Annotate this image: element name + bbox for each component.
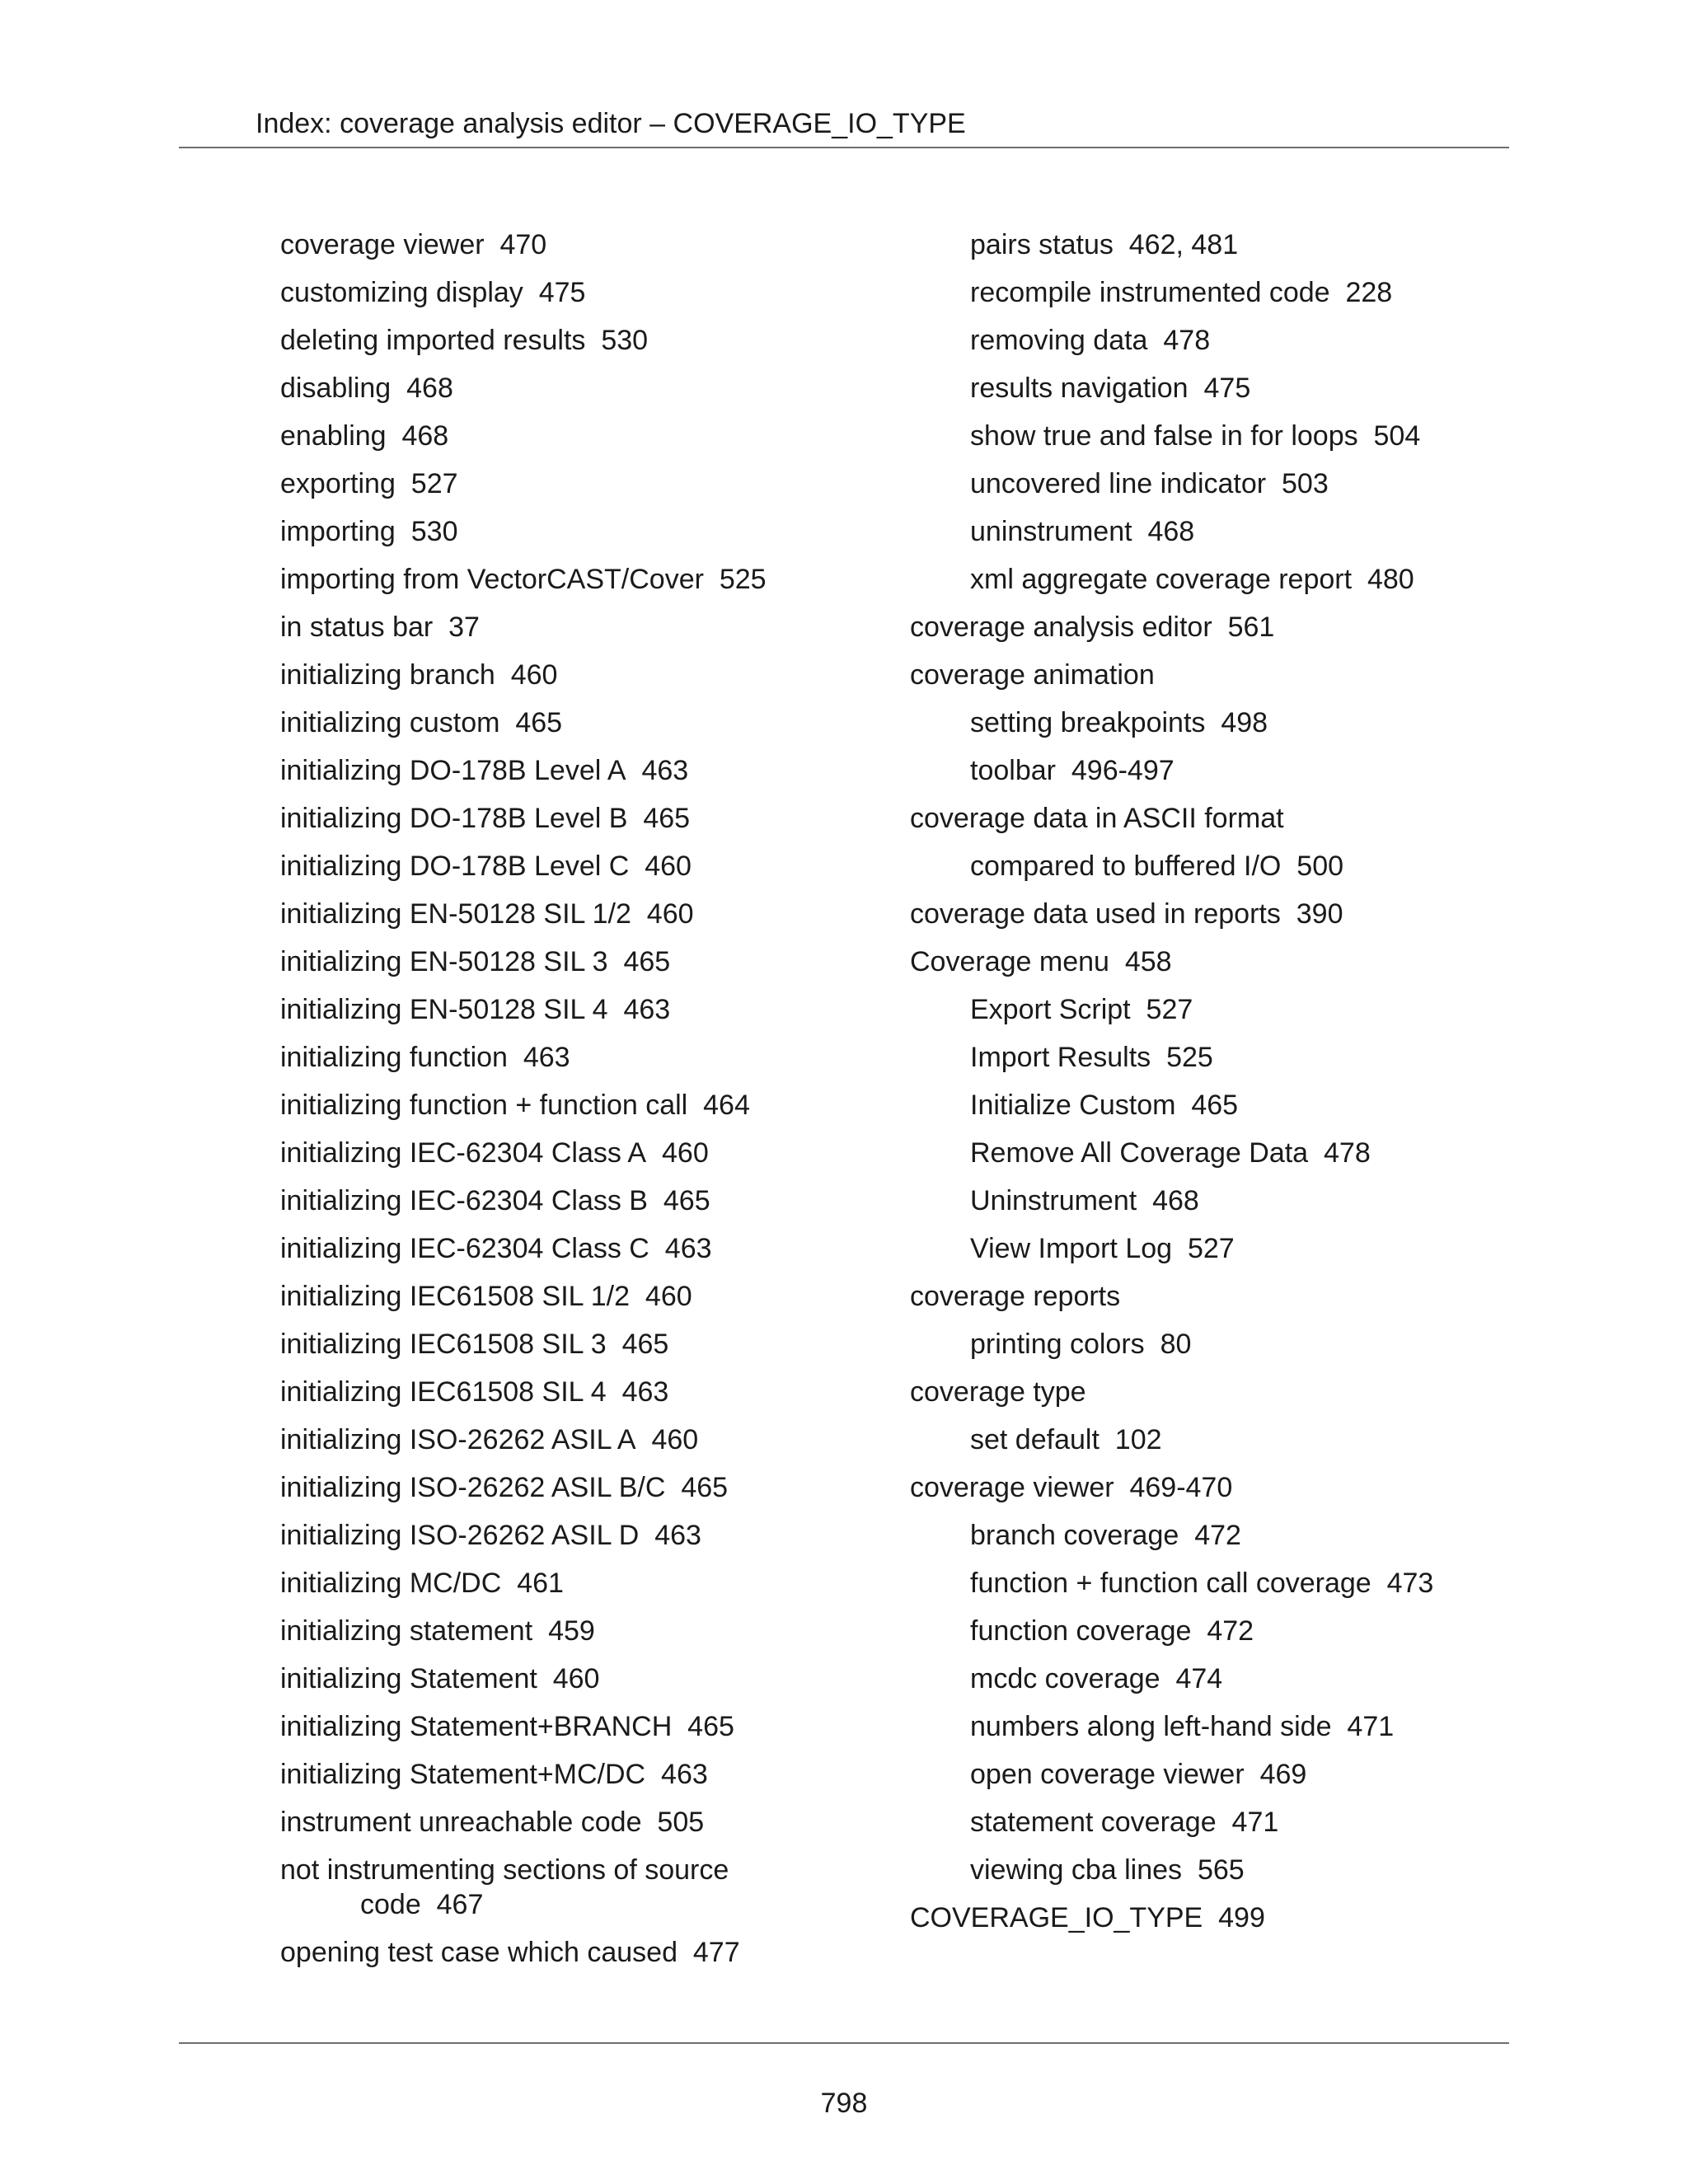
page-reference: 474 [1175, 1663, 1223, 1694]
index-subentry [910, 1081, 1536, 1129]
index-term: COVERAGE_IO_TYPE [910, 1902, 1203, 1933]
index-column-right [910, 221, 1536, 1942]
index-entry [280, 364, 857, 412]
index-term: Initialize Custom [970, 1090, 1176, 1121]
page-reference: 468 [1147, 516, 1195, 547]
page-reference: 465 [623, 946, 671, 977]
index-term: coverage data used in reports [910, 898, 1281, 930]
index-term: initializing DO-178B Level B [280, 803, 628, 834]
index-term: initializing MC/DC [280, 1568, 502, 1599]
page-reference: 468 [406, 373, 453, 404]
index-entry [280, 1655, 857, 1703]
index-term: xml aggregate coverage report [970, 564, 1353, 595]
page-reference: 478 [1324, 1137, 1371, 1169]
index-term: coverage reports [910, 1281, 1121, 1312]
page-reference: 37 [448, 612, 480, 643]
index-term: in status bar [280, 612, 434, 643]
index-entry [910, 794, 1536, 842]
page-reference: 527 [1146, 994, 1193, 1025]
index-term: Coverage menu [910, 946, 1109, 977]
index-subentry [910, 1129, 1536, 1177]
index-entry [280, 842, 857, 890]
index-term: initializing EN-50128 SIL 1/2 [280, 898, 631, 930]
page-reference: 467 [436, 1889, 484, 1920]
index-subentry [910, 508, 1536, 555]
index-term: coverage data in ASCII format [910, 803, 1284, 834]
page-reference: 561 [1227, 612, 1275, 643]
index-term: statement coverage [970, 1807, 1217, 1838]
page-reference: 527 [1187, 1233, 1235, 1264]
page-reference: 465 [663, 1185, 710, 1216]
index-term: initializing Statement [280, 1663, 537, 1694]
index-term: initializing function [280, 1042, 508, 1073]
index-subentry [910, 1511, 1536, 1559]
index-term: coverage type [910, 1376, 1086, 1408]
index-term: coverage analysis editor [910, 612, 1212, 643]
index-term: enabling [280, 420, 387, 452]
index-entry [280, 651, 857, 699]
index-term-continuation: code [360, 1889, 421, 1920]
index-term: results navigation [970, 373, 1189, 404]
index-entry [910, 1894, 1536, 1942]
index-term: uninstrument [970, 516, 1132, 547]
footer-rule [179, 2042, 1509, 2044]
index-term: View Import Log [970, 1233, 1173, 1264]
index-term: initializing ISO-26262 ASIL A [280, 1424, 636, 1455]
page-reference: 460 [552, 1663, 600, 1694]
index-entry [910, 1272, 1536, 1320]
index-term: initializing Statement+BRANCH [280, 1711, 673, 1742]
page-reference: 460 [651, 1424, 699, 1455]
index-term: initializing EN-50128 SIL 4 [280, 994, 608, 1025]
index-term: printing colors [970, 1329, 1145, 1360]
index-entry [910, 603, 1536, 651]
index-term: initializing IEC-62304 Class A [280, 1137, 647, 1169]
page-reference: 530 [601, 325, 649, 356]
page-reference: 463 [664, 1233, 712, 1264]
running-header: Index: coverage analysis editor – COVERAGE_IO_TYPE [256, 108, 966, 139]
page-reference: 505 [657, 1807, 705, 1838]
index-entry [910, 651, 1536, 699]
index-subentry [910, 1846, 1536, 1894]
page-reference: 462, 481 [1128, 229, 1239, 260]
page-number: 798 [820, 2088, 868, 2119]
page-reference: 565 [1197, 1854, 1245, 1886]
index-subentry [910, 1703, 1536, 1750]
page-reference: 460 [662, 1137, 709, 1169]
page-reference: 530 [410, 516, 458, 547]
index-subentry [910, 747, 1536, 794]
index-term: initializing DO-178B Level A [280, 755, 626, 786]
index-subentry [910, 1225, 1536, 1272]
index-term: toolbar [970, 755, 1056, 786]
index-term: disabling [280, 373, 392, 404]
page-reference: 459 [548, 1615, 595, 1647]
index-term: recompile instrumented code [970, 277, 1330, 308]
index-subentry [910, 1750, 1536, 1798]
index-entry [280, 1320, 857, 1368]
index-subentry [910, 269, 1536, 316]
index-entry [280, 1225, 857, 1272]
page-reference: 463 [654, 1520, 701, 1551]
index-subentry [910, 1559, 1536, 1607]
page-reference: 463 [621, 1376, 669, 1408]
index-subentry [910, 1416, 1536, 1464]
index-entry [280, 699, 857, 747]
index-subentry [910, 364, 1536, 412]
header-rule [179, 147, 1509, 148]
index-term: initializing IEC61508 SIL 3 [280, 1329, 607, 1360]
index-entry [280, 1129, 857, 1177]
index-column-left [280, 221, 857, 1976]
index-subentry [910, 699, 1536, 747]
index-term: initializing function + function call [280, 1090, 688, 1121]
index-term: show true and false in for loops [970, 420, 1358, 452]
index-subentry [910, 1655, 1536, 1703]
index-term: pairs status [970, 229, 1114, 260]
page-reference: 465 [687, 1711, 734, 1742]
index-term: initializing branch [280, 659, 495, 691]
page-reference: 461 [517, 1568, 564, 1599]
index-term: numbers along left-hand side [970, 1711, 1332, 1742]
index-term: initializing custom [280, 707, 500, 738]
index-subentry [910, 1033, 1536, 1081]
page-reference: 470 [499, 229, 547, 260]
page-reference: 460 [645, 1281, 692, 1312]
index-entry [280, 508, 857, 555]
page-reference: 465 [621, 1329, 669, 1360]
index-term: initializing IEC-62304 Class B [280, 1185, 648, 1216]
index-entry [280, 1607, 857, 1655]
index-term: Import Results [970, 1042, 1151, 1073]
index-subentry [910, 1607, 1536, 1655]
page-reference: 102 [1114, 1424, 1162, 1455]
index-subentry [910, 460, 1536, 508]
index-term: importing [280, 516, 396, 547]
page-reference: 465 [643, 803, 691, 834]
index-entry [280, 1750, 857, 1798]
index-subentry [910, 555, 1536, 603]
index-term: importing from VectorCAST/Cover [280, 564, 704, 595]
index-entry [280, 938, 857, 986]
index-subentry [910, 1798, 1536, 1846]
page-reference: 390 [1296, 898, 1343, 930]
page-reference: 471 [1347, 1711, 1395, 1742]
page-reference: 499 [1218, 1902, 1265, 1933]
page-reference: 465 [515, 707, 563, 738]
index-term: instrument unreachable code [280, 1807, 642, 1838]
index-entry [280, 1416, 857, 1464]
page-reference: 480 [1367, 564, 1414, 595]
index-term: function coverage [970, 1615, 1192, 1647]
page-reference: 460 [645, 851, 692, 882]
index-entry [280, 269, 857, 316]
index-term: mcdc coverage [970, 1663, 1160, 1694]
page-reference: 463 [661, 1759, 708, 1790]
index-entry [280, 603, 857, 651]
index-term: setting breakpoints [970, 707, 1206, 738]
page-reference: 460 [510, 659, 558, 691]
index-term: function + function call coverage [970, 1568, 1372, 1599]
index-entry [280, 1464, 857, 1511]
index-entry [280, 986, 857, 1033]
index-term: uncovered line indicator [970, 468, 1267, 499]
index-entry [910, 1368, 1536, 1416]
page-reference: 471 [1231, 1807, 1279, 1838]
page-reference: 465 [681, 1472, 729, 1503]
index-entry [910, 1464, 1536, 1511]
page-reference: 527 [410, 468, 458, 499]
page-reference: 228 [1345, 277, 1393, 308]
page-reference: 477 [692, 1937, 740, 1968]
index-term: open coverage viewer [970, 1759, 1245, 1790]
page-reference: 503 [1282, 468, 1329, 499]
index-term: customizing display [280, 277, 523, 308]
index-term: coverage viewer [910, 1472, 1114, 1503]
index-entry [280, 555, 857, 603]
index-term: initializing IEC61508 SIL 1/2 [280, 1281, 631, 1312]
index-subentry [910, 221, 1536, 269]
index-term: set default [970, 1424, 1100, 1455]
index-term: initializing Statement+MC/DC [280, 1759, 646, 1790]
index-entry [280, 1559, 857, 1607]
page-reference: 472 [1207, 1615, 1254, 1647]
index-entry [280, 1929, 857, 1976]
page-reference: 504 [1373, 420, 1421, 452]
index-entry [280, 1798, 857, 1846]
page-reference: 468 [1152, 1185, 1199, 1216]
index-subentry [910, 1320, 1536, 1368]
page-reference: 473 [1386, 1568, 1434, 1599]
page-reference: 463 [641, 755, 689, 786]
page-reference: 469 [1259, 1759, 1307, 1790]
index-subentry [910, 842, 1536, 890]
page-reference: 475 [538, 277, 586, 308]
index-entry [280, 221, 857, 269]
index-term: viewing cba lines [970, 1854, 1183, 1886]
index-term: removing data [970, 325, 1148, 356]
page-reference: 80 [1160, 1329, 1192, 1360]
index-entry [280, 1081, 857, 1129]
page-reference: 478 [1163, 325, 1211, 356]
index-entry [280, 747, 857, 794]
index-entry [280, 1368, 857, 1416]
index-entry [910, 938, 1536, 986]
page-reference: 460 [646, 898, 694, 930]
index-term: initializing statement [280, 1615, 533, 1647]
index-entry [280, 412, 857, 460]
page-reference: 472 [1194, 1520, 1241, 1551]
page-reference: 468 [401, 420, 449, 452]
page-reference: 463 [523, 1042, 570, 1073]
index-term: coverage viewer [280, 229, 485, 260]
index-entry [280, 460, 857, 508]
index-term: initializing IEC61508 SIL 4 [280, 1376, 607, 1408]
page-reference: 525 [1166, 1042, 1213, 1073]
page-reference: 500 [1296, 851, 1344, 882]
index-entry [280, 1033, 857, 1081]
page-reference: 458 [1124, 946, 1172, 977]
index-entry [910, 890, 1536, 938]
index-entry [280, 794, 857, 842]
index-term: Export Script [970, 994, 1131, 1025]
index-term: opening test case which caused [280, 1937, 678, 1968]
index-subentry [910, 986, 1536, 1033]
index-term: exporting [280, 468, 396, 499]
page-reference: 464 [703, 1090, 750, 1121]
index-subentry [910, 1177, 1536, 1225]
page-reference: 475 [1203, 373, 1251, 404]
index-entry [280, 1511, 857, 1559]
page-reference: 525 [719, 564, 767, 595]
index-term: branch coverage [970, 1520, 1179, 1551]
page-reference: 469-470 [1129, 1472, 1233, 1503]
index-term: initializing EN-50128 SIL 3 [280, 946, 608, 977]
index-entry [280, 1846, 857, 1929]
index-term: not instrumenting sections of source [280, 1854, 729, 1886]
index-term: initializing ISO-26262 ASIL D [280, 1520, 640, 1551]
index-entry [280, 890, 857, 938]
index-term: coverage animation [910, 659, 1155, 691]
index-entry [280, 1177, 857, 1225]
page-reference: 498 [1221, 707, 1268, 738]
index-term: compared to buffered I/O [970, 851, 1282, 882]
page-reference: 496-497 [1071, 755, 1175, 786]
index-term: Uninstrument [970, 1185, 1137, 1216]
page-reference: 465 [1191, 1090, 1239, 1121]
index-subentry [910, 316, 1536, 364]
index-term: initializing IEC-62304 Class C [280, 1233, 649, 1264]
index-term: initializing DO-178B Level C [280, 851, 630, 882]
index-term: deleting imported results [280, 325, 586, 356]
index-subentry [910, 412, 1536, 460]
index-term: initializing ISO-26262 ASIL B/C [280, 1472, 666, 1503]
index-entry [280, 316, 857, 364]
index-entry [280, 1703, 857, 1750]
index-entry [280, 1272, 857, 1320]
page-reference: 463 [623, 994, 671, 1025]
index-term: Remove All Coverage Data [970, 1137, 1309, 1169]
